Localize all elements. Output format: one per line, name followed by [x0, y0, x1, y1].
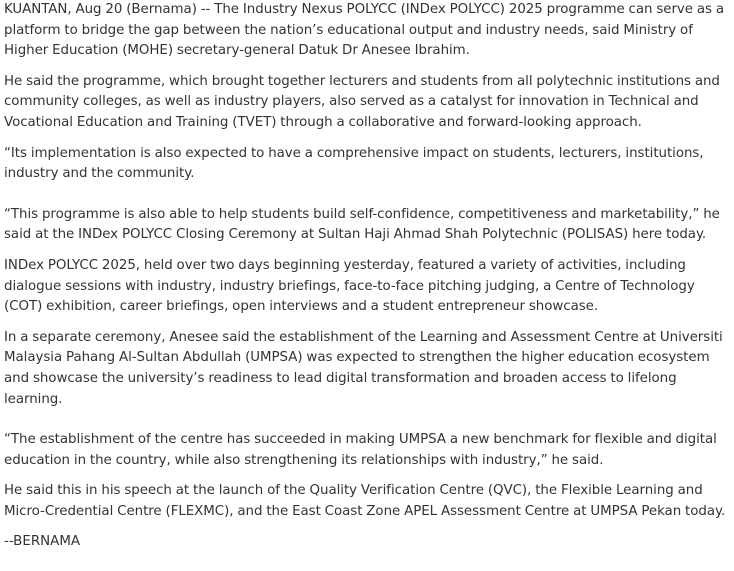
article-paragraph-6: In a separate ceremony, Anesee said the establishment of the Learning and Assessment Centre at Universiti Malaysia Pahang Al-Sultan Abdullah (UMPSA) was expected to strengthen the higher education ecosystem and showcase the university’s readiness to lead digital transformation and broaden access to lifelong learning.	[4, 329, 723, 407]
article-paragraph-5: INDex POLYCC 2025, held over two days beginning yesterday, featured a variety of activities, including dialogue sessions with industry, industry briefings, face-to-face pitching judging, a Centre of Technology (COT) exhibition, career briefings, open interviews and a student entrepreneur showcase.	[4, 257, 695, 315]
paragraph-spacer	[4, 134, 732, 144]
article-paragraph-7: “The establishment of the centre has succeeded in making UMPSA a new benchmark for flexible and digital education in the country, while also strengthening its relationships with industry,” he said.	[4, 432, 717, 468]
article-paragraph-2: He said the programme, which brought together lecturers and students from all polytechnic institutions and community colleges, as well as industry players, also served as a catalyst for innovation in Technical and Vocational Education and Training (TVET) through a collaborative and forward-looking approach.	[4, 73, 720, 130]
article-paragraph-4: “This programme is also able to help students build self-confidence, competitiveness and marketability,” he said at the INDex POLYCC Closing Ceremony at Sultan Haji Ahmad Shah Polytechnic (POLISAS) here today.	[4, 206, 720, 243]
paragraph-spacer	[4, 522, 732, 532]
paragraph-spacer	[4, 410, 732, 430]
article-paragraph-3: “Its implementation is also expected to have a comprehensive impact on students, lecturers, institutions, industry and the community.	[4, 145, 704, 182]
article-body	[4, 0, 732, 552]
paragraph-spacer	[4, 185, 732, 205]
article-paragraph-1: KUANTAN, Aug 20 (Bernama) -- The Industry Nexus POLYCC (INDex POLYCC) 2025 programme can serve as a platform to bridge the gap between the nation’s educational output and industry needs, said Ministry of Higher Education (MOHE) secretary-general Datuk Dr Anesee Ibrahim.	[4, 2, 725, 59]
paragraph-spacer	[4, 246, 732, 256]
paragraph-spacer	[4, 62, 732, 72]
paragraph-spacer	[4, 471, 732, 481]
article-signature: --BERNAMA	[4, 534, 81, 550]
article-paragraph-8: He said this in his speech at the launch of the Quality Verification Centre (QVC), the Flexible Learning and Micro-Credential Centre (FLEXMC), and the East Coast Zone APEL Assessment Centre at UMPSA Pekan today.	[4, 483, 726, 519]
paragraph-spacer	[4, 318, 732, 328]
